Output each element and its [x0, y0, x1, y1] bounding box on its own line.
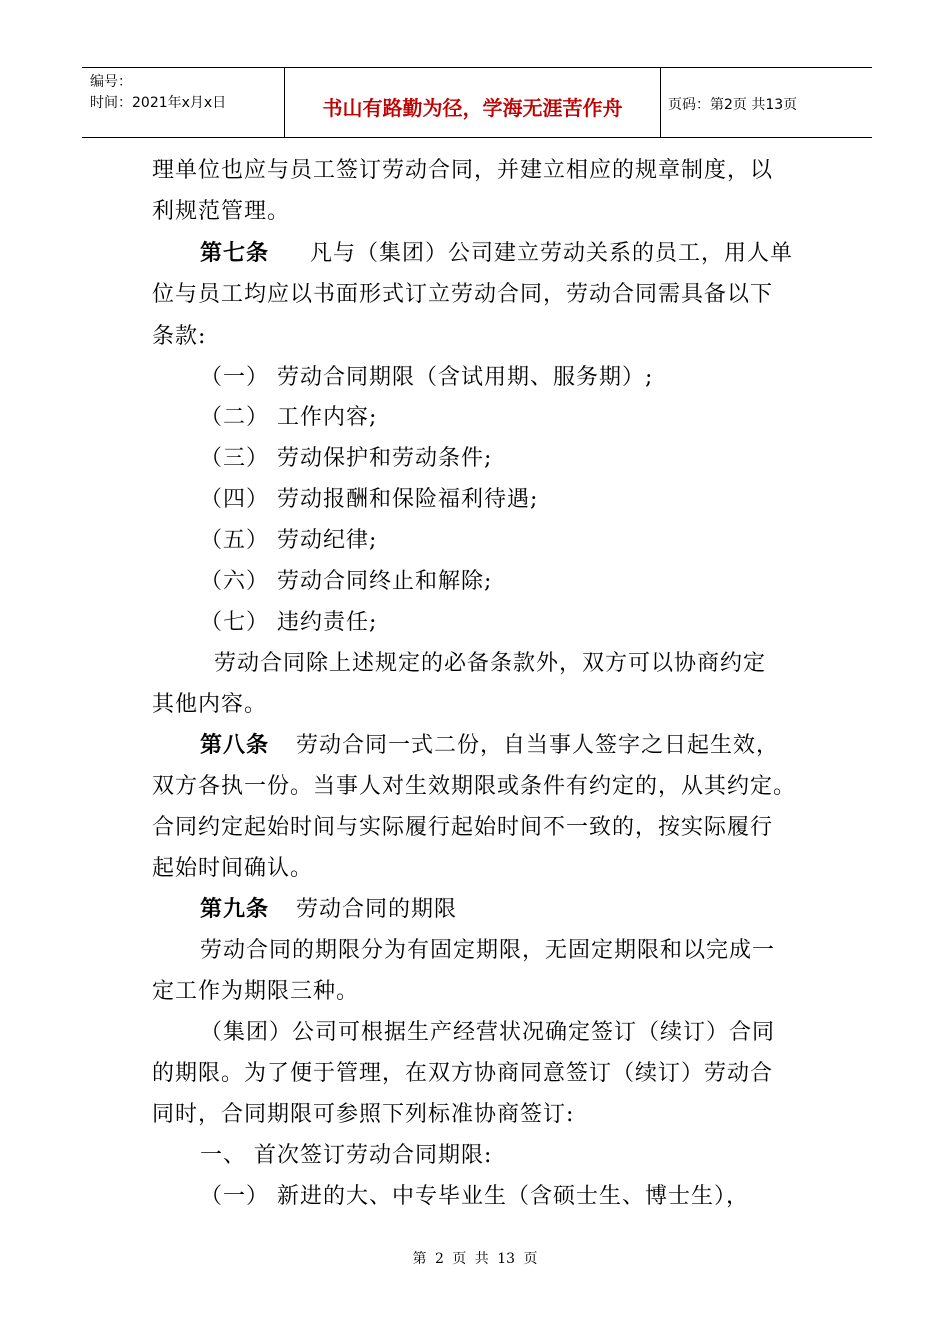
- body-line: （一） 新进的大、中专毕业生（含硕士生、博士生），: [200, 1184, 749, 1209]
- body-line: 同时，合同期限可参照下列标准协商签订:: [152, 1102, 575, 1127]
- body-line: 定工作为期限三种。: [152, 979, 360, 1004]
- clause-item: （七） 违约责任;: [200, 610, 378, 635]
- page-footer: 第 2 页 共 13 页: [412, 1251, 538, 1267]
- body-line: 劳动合同一式二份，自当事人签字之日起生效，: [296, 733, 780, 758]
- header-motto: 书山有路勤为径，学海无涯苦作舟: [322, 96, 623, 120]
- body-line: 双方各执一份。当事人对生效期限或条件有约定的，从其约定。: [152, 774, 797, 799]
- article-7-heading: 第七条: [200, 241, 270, 266]
- body-line: 利规范管理。: [152, 199, 291, 224]
- body-line: 的期限。为了便于管理，在双方协商同意签订（续订）劳动合: [152, 1061, 774, 1086]
- date-label: 时间：2021年x月x日: [90, 95, 227, 111]
- clause-item: （六） 劳动合同终止和解除;: [200, 569, 493, 594]
- body-line: 劳动合同的期限: [296, 897, 458, 922]
- code-label: 编号：: [90, 74, 132, 90]
- article-8-heading: 第八条: [200, 733, 270, 758]
- body-line: （集团）公司可根据生产经营状况确定签订（续订）合同: [200, 1020, 776, 1045]
- body-line: 其他内容。: [152, 692, 268, 717]
- body-line: 凡与（集团）公司建立劳动关系的员工，用人单: [310, 241, 794, 266]
- page-header: [82, 67, 872, 138]
- clause-item: （四） 劳动报酬和保险福利待遇;: [200, 487, 539, 512]
- clause-item: （三） 劳动保护和劳动条件;: [200, 446, 493, 471]
- body-line: 劳动合同的期限分为有固定期限，无固定期限和以完成一: [200, 938, 776, 963]
- body-line: 一、 首次签订劳动合同期限:: [200, 1143, 493, 1168]
- clause-item: （二） 工作内容;: [200, 405, 378, 430]
- header-meta: [82, 68, 284, 137]
- header-page-info: 页码：第2页 共13页: [668, 97, 798, 113]
- article-9-heading: 第九条: [200, 897, 270, 922]
- clause-item: （五） 劳动纪律;: [200, 528, 378, 553]
- body-line: 合同约定起始时间与实际履行起始时间不一致的，按实际履行: [152, 815, 774, 840]
- body-line: 劳动合同除上述规定的必备条款外，双方可以协商约定: [214, 651, 767, 676]
- body-line: 起始时间确认。: [152, 856, 314, 881]
- header-motto-cell: [284, 68, 661, 137]
- body-line: 理单位也应与员工签订劳动合同，并建立相应的规章制度，以: [152, 158, 774, 183]
- body-line: 位与员工均应以书面形式订立劳动合同，劳动合同需具备以下: [152, 282, 774, 307]
- clause-item: （一） 劳动合同期限（含试用期、服务期）;: [200, 365, 654, 390]
- header-page-cell: [660, 68, 872, 137]
- body-line: 条款:: [152, 324, 207, 349]
